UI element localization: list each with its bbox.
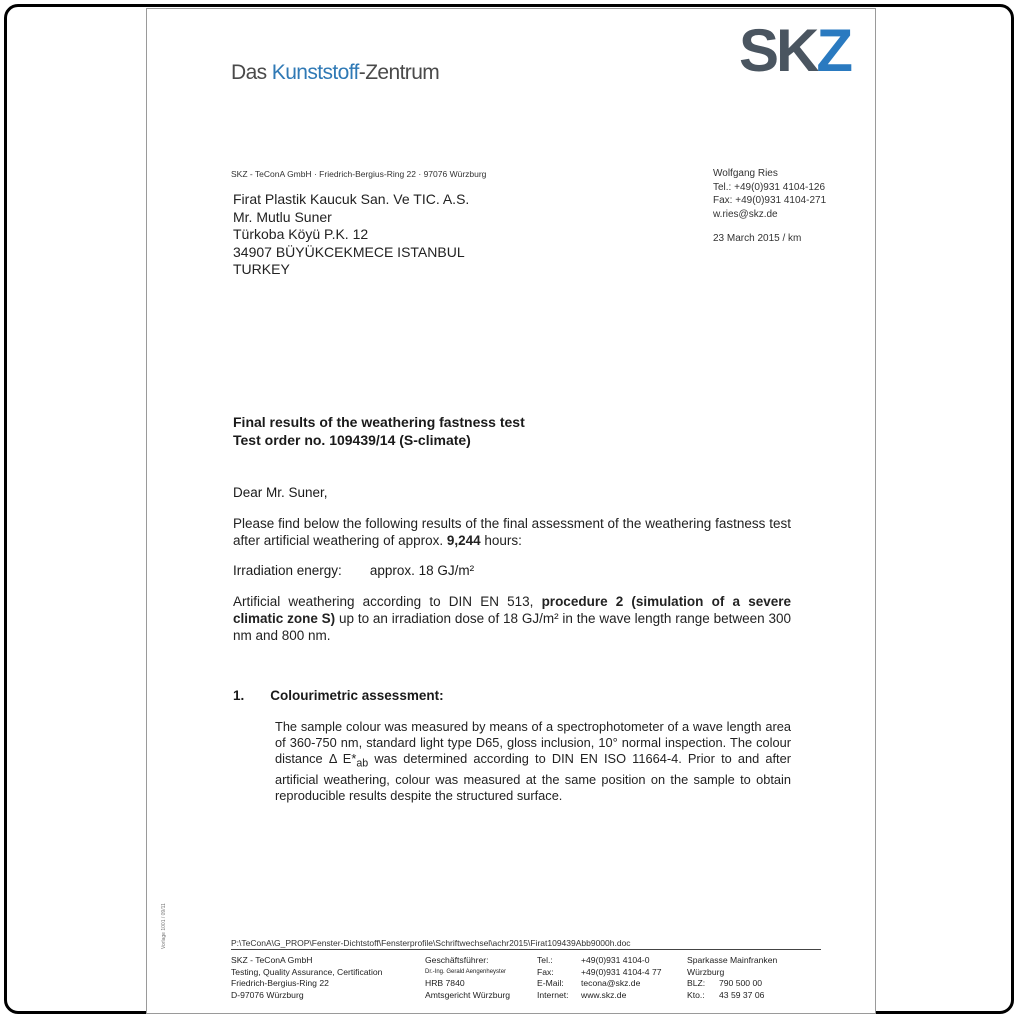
footer-kv [687,990,777,1002]
footer-divider [231,949,821,950]
footer-key: Kto.: [687,989,705,1000]
footer-line: Amtsgericht Würzburg [425,989,511,1000]
text-run-bold: 9,244 [446,533,481,548]
brand-wordmark [231,61,439,85]
irradiation-value: approx. 18 GJ/m² [369,563,475,578]
footer-contact [537,955,662,1001]
footer-value: 790 500 00 [719,978,763,988]
text-run: up to an irradiation dose of 18 GJ/m² in the wave length range between 300 nm and 800 nm. [233,611,791,643]
irradiation-label: Irradiation energy: [233,563,342,578]
recipient-line: Türkoba Köyü P.K. 12 [233,226,369,242]
subject [233,413,525,449]
section-number: 1. [233,688,245,703]
recipient-line: 34907 BÜYÜKCEKMECE ISTANBUL [233,243,465,260]
footer-line: HRB 7840 [425,978,465,988]
form-number-vertical: Vorlage 1001 / 09/11 [161,903,167,949]
footer-key: E-Mail: [537,978,564,988]
footer-line: D-97076 Würzburg [231,989,304,1000]
footer-value: tecona@skz.de [581,978,641,988]
contact-tel: Tel.: +49(0)931 4104-126 [713,181,826,193]
section-heading [233,688,444,703]
sender-line: SKZ - TeConA GmbH · Friedrich-Bergius-Ring 22 · 97076 Würzburg [231,169,487,179]
skz-logo [739,17,851,84]
footer-company [231,955,382,1001]
section-title: Colourimetric assessment: [270,688,444,703]
recipient-line: Firat Plastik Kaucuk San. Ve TIC. A.S. [233,191,470,207]
subject-line-2: Test order no. 109439/14 (S-climate) [233,432,471,448]
footer-key: BLZ: [687,978,706,988]
contact-name: Wolfgang Ries [713,168,778,179]
text-run: hours: [480,533,522,548]
contact-fax: Fax: +49(0)931 4104-271 [713,195,827,206]
footer-key: Tel.: [537,955,553,965]
footer-line: Friedrich-Bergius-Ring 22 [231,978,329,988]
footer-line: Sparkasse Mainfranken [687,955,778,965]
file-path: P:\TeConA\G_PROP\Fenster-Dichtstoff\Fensterprofile\Schriftwechsel\achr2015\Firat109439Abb9000h.doc [231,938,631,948]
footer-bank [687,955,777,1001]
footer-key: Fax: [537,966,554,977]
paragraph-intro [233,515,791,549]
brand-text-1: Das [231,61,272,84]
subject-line-1: Final results of the weathering fastness test [233,414,525,430]
brand-text-2: Kunststoff [271,61,359,84]
recipient-line: Mr. Mutlu Suner [233,208,332,225]
logo-text-2: Z [816,17,851,84]
footer-value: www.skz.de [581,989,627,1000]
recipient-address [233,191,469,279]
paragraph-colourimetric [275,719,791,804]
footer-kv [537,978,662,990]
contact-block [713,167,826,221]
footer-line: Dr.-Ing. Gerald Aengenheyster [425,968,507,975]
footer-kv [537,990,662,1002]
paragraph-weathering [233,593,791,644]
footer-value: 43 59 37 06 [719,989,765,1000]
footer-kv [537,967,662,979]
text-run: Please find below the following results of the final assessment of the weathering fastness test after artificial weathering of approx. [233,516,791,548]
text-run: The sample colour was measured by means of a spectrophotometer of a wave length area of 360-750 nm, standard light type D65, gloss inclusion, 10° normal inspection. The colour distance Δ E* [275,719,791,766]
footer-line: Würzburg [687,966,725,977]
footer-value: +49(0)931 4104-0 [581,955,650,965]
recipient-line: TURKEY [233,261,290,277]
logo-text-1: SK [739,17,817,84]
footer-line: Testing, Quality Assurance, Certification [231,966,383,977]
footer-management [425,955,510,1001]
footer-line: SKZ - TeConA GmbH [231,955,313,965]
text-run-bold: procedure 2 (simulation of a severe climatic zone S) [233,594,791,626]
footer-value: +49(0)931 4104-4 77 [581,966,662,977]
footer-kv [537,955,662,967]
text-run: Artificial weathering according to DIN EN 513, [233,594,542,609]
text-subscript: ab [356,757,369,770]
contact-email: w.ries@skz.de [713,208,778,220]
letter-date: 23 March 2015 / km [713,233,802,244]
text-run: was determined according to DIN EN ISO 11664-4. Prior to and after artificial weathering, colour was measured at the same position on the sample to obtain reproducible results despite the structured surface. [275,751,791,803]
irradiation-line [233,563,474,578]
brand-text-3: -Zentrum [358,61,440,84]
footer-line: Geschäftsführer: [425,955,489,965]
greeting: Dear Mr. Suner, [233,485,328,500]
letter-page [146,8,876,1014]
footer-kv [687,978,777,990]
footer-key: Internet: [537,989,569,1000]
